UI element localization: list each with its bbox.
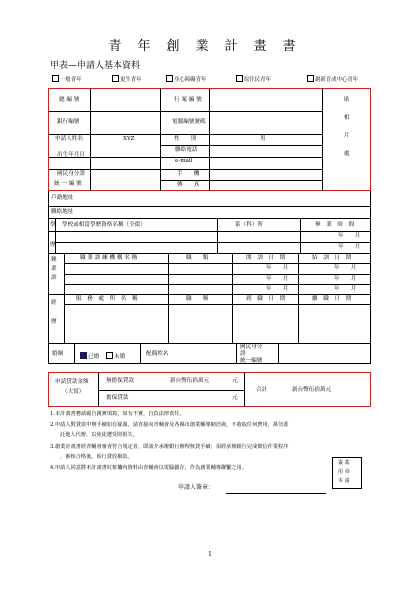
photo-label-2: 相 [344, 115, 350, 121]
photo-label-4: 處 [344, 151, 350, 157]
stamp-line-1: 簽 蓋 [338, 460, 350, 466]
category-disabled[interactable]: 身心障礙青年 [166, 75, 206, 83]
unsecured-loan-label: 無擔保貸款 [106, 378, 134, 384]
gender-label: 性 別 [174, 136, 197, 142]
note-2b: 託他人代辦，以免徒遭受財損失。 [60, 432, 138, 438]
spouse-id-1: 國民身分 [240, 344, 263, 350]
photo-label-3: 片 [344, 133, 350, 139]
yuan-label: 元 [232, 395, 238, 401]
exp-side-1: 經 [51, 300, 57, 306]
checkbox-icon[interactable] [52, 75, 59, 82]
stamp-line-3: 本 請 [338, 478, 350, 484]
category-general[interactable]: 一般青年 [52, 75, 82, 83]
exp-org-header: 服 務 處 所 名 稱 [76, 296, 138, 302]
id-label-1: 國民身分證 [57, 171, 85, 177]
date-unit: 年 月 [334, 286, 357, 292]
training-side-1: 鍾 [51, 257, 57, 263]
bank-no-label: 銀行編號 [57, 119, 80, 125]
note-3: 3.創業計畫書經青輔會審查符合規定者，即請介承辦銀行辦理核貸手續；須經承辦銀行完成徵信作業程序 [50, 444, 289, 450]
date-unit: 年 月 [266, 265, 289, 271]
school-header: 學校或相當學歷資格名稱（全銜） [62, 222, 146, 228]
training-name-header: 職 業 訓 練 機 構 名 稱 [80, 255, 138, 261]
category-indigenous[interactable]: 原住民青年 [236, 75, 271, 83]
category-incubator[interactable]: 創新育成中心青年 [307, 75, 358, 83]
checkbox-icon[interactable] [166, 75, 173, 82]
signature-label: 申請人簽章： [178, 484, 215, 491]
contact-address-label: 聯絡地址 [51, 209, 74, 215]
grad-time-header: 畢 業 時 間 [315, 222, 355, 228]
note-4: 4.申請人同意將本計畫書紅框欄內資料由青輔會以電腦儲存，作為創業輔導聯繫之用。 [50, 465, 247, 471]
photo-label-1: 貼 [344, 97, 350, 103]
fax-label: 傳 真 [177, 182, 200, 188]
unmarried-option[interactable]: 未婚 [106, 352, 125, 361]
note-1: 1.本計畫書務請親自親實填寫，如有不實，自負法律責任。 [50, 411, 185, 417]
spouse-name-label: 配偶姓名 [146, 351, 169, 357]
unsecured-loan-amount[interactable]: 新台幣伍拾萬元 [170, 378, 210, 384]
spouse-id-2: 證 [240, 351, 246, 357]
exp-side-2: 歷 [51, 319, 57, 325]
checkbox-checked-icon[interactable] [80, 352, 87, 359]
spouse-id-3: 統一編號 [240, 358, 263, 364]
contact-phone-label: 聯絡電話 [175, 147, 198, 153]
registered-address-label: 戶籍地址 [51, 195, 74, 201]
exp-end-header: 離 職 日 期 [312, 296, 352, 302]
training-category-header: 職 類 [186, 255, 209, 261]
dept-header: 系（科）所 [235, 222, 263, 228]
signature-line[interactable] [226, 493, 326, 494]
grad-date-unit: 年 月 [338, 233, 361, 239]
page-title: 青年創業計畫書 [108, 39, 312, 54]
date-unit: 年 月 [334, 265, 357, 271]
checkbox-icon[interactable] [236, 75, 243, 82]
training-side-3: 訓 [51, 275, 57, 281]
exp-position-header: 職 稱 [186, 296, 209, 302]
applicant-name-field[interactable]: XYZ [123, 136, 135, 142]
email-label: e-mail [175, 158, 193, 164]
married-option[interactable]: 已婚 [80, 352, 99, 361]
training-start-header: 開 訓 日 期 [246, 255, 286, 261]
yuan-label: 元 [232, 378, 238, 384]
exp-start-header: 到 職 日 期 [246, 296, 286, 302]
mobile-label: 手 機 [177, 171, 200, 177]
page-number: 1 [208, 551, 212, 558]
edu-side-1: 學 [50, 222, 56, 228]
marriage-label: 婚姻 [52, 351, 64, 357]
checkbox-icon[interactable] [106, 352, 113, 359]
birth-label: 出生年月日 [57, 152, 85, 158]
gender-field[interactable]: 男 [260, 136, 266, 142]
total-no-label: 總 編 號 [59, 97, 80, 103]
date-unit: 年 月 [266, 286, 289, 292]
category-rehab[interactable]: 更生青年 [112, 75, 142, 83]
note-3b: ，審核合格後，始行貸放撥款。 [60, 454, 133, 460]
secured-loan-label: 擔保貸款 [106, 395, 129, 401]
training-side-2: 業 [51, 266, 57, 272]
edu-side-2: 歷 [50, 242, 56, 248]
case-no-label: 行 案 編 號 [174, 97, 202, 103]
note-2: 2.申請人對貸款申辦手續如有疑義，請直接向青輔會及各縣市創業輔導網洽詢，不收取任何費用，萬勿委 [50, 422, 289, 428]
loan-amount-label-2: （大寫） [62, 389, 85, 395]
total-amount[interactable]: 新台幣伍拾萬元 [292, 387, 332, 393]
form-subtitle: 甲表—申請人基本資料 [50, 61, 141, 71]
total-label: 合計 [256, 387, 268, 393]
loan-amount-label: 申請貸款金額 [55, 379, 89, 385]
checkbox-icon[interactable] [307, 75, 314, 82]
applicant-name-label: 申請人姓名 [55, 136, 83, 142]
id-label-2: 統 一 編 號 [54, 181, 82, 187]
checkbox-icon[interactable] [112, 75, 119, 82]
stamp-line-2: 用 章 [338, 469, 350, 475]
grad-date-unit: 年 月 [338, 244, 361, 250]
computer-no-label: 電腦編號號碼 [172, 119, 206, 125]
date-unit: 年 月 [266, 276, 289, 282]
date-unit: 年 月 [334, 276, 357, 282]
training-end-header: 結 訓 日 期 [312, 255, 352, 261]
